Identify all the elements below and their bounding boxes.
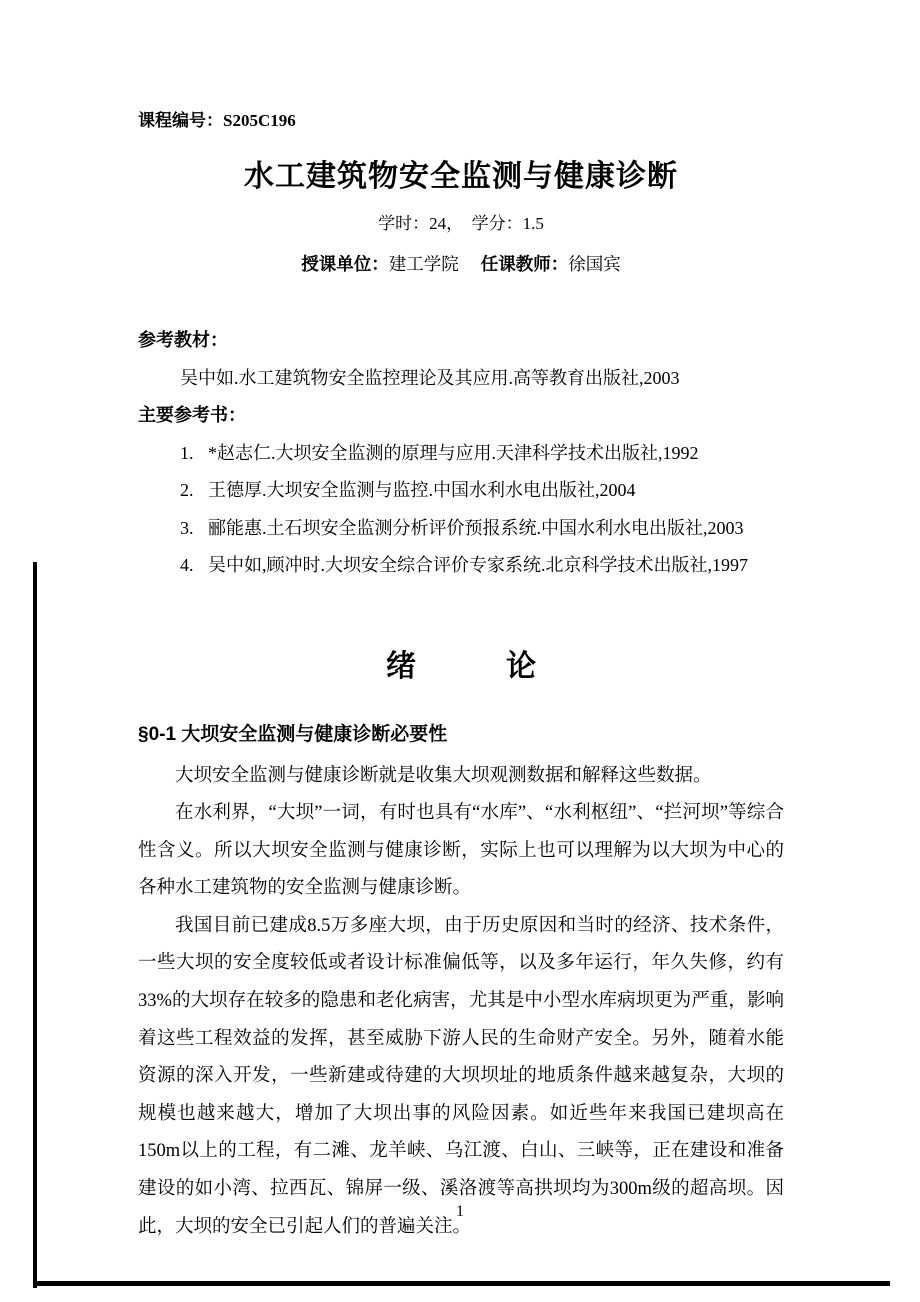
teacher-value: 徐国宾 (568, 254, 621, 274)
body-text (138, 758, 784, 1247)
list-item (138, 547, 784, 585)
textbook-heading: 参考教材： (138, 330, 228, 350)
unit-value: 建工学院 (388, 254, 459, 274)
list-item-number: 4. (180, 555, 194, 575)
list-item-text: 王德厚.大坝安全监测与监控.中国水利水电出版社,2004 (208, 480, 636, 500)
chapter-title: 绪 论 (386, 649, 536, 683)
section-heading: §0-1 大坝安全监测与健康诊断必要性 (138, 723, 448, 745)
list-item (138, 435, 784, 473)
reference-books-heading: 主要参考书： (138, 405, 246, 425)
list-item-text: 郦能惠.土石坝安全监测分析评价预报系统.中国水利水电出版社,2003 (208, 517, 744, 538)
teacher-label: 任课教师： (480, 254, 569, 274)
list-item-text: 吴中如,顾冲时.大坝安全综合评价专家系统.北京科学技术出版社,1997 (208, 555, 748, 575)
scan-border-bottom (33, 1281, 890, 1286)
teaching-info-line (138, 251, 784, 276)
list-item-text: *赵志仁.大坝安全监测的原理与应用.天津科学技术出版社,1992 (208, 442, 699, 463)
paragraph: 在水利界，“大坝”一词，有时也具有“水库”、“水利枢纽”、“拦河坝”等综合性含义。所以大坝安全监测与健康诊断，实际上也可以理解为以大坝为中心的各种水工建筑物的安全监测与健康诊断。 (138, 803, 784, 899)
scan-border-left (33, 562, 37, 1288)
page-title: 水工建筑物安全监测与健康诊断 (244, 160, 678, 193)
list-item (138, 510, 784, 548)
unit-label: 授课单位： (301, 254, 389, 274)
paragraph: 我国目前已建成8.5万多座大坝，由于历史原因和当时的经济、技术条件，一些大坝的安全度较低或者设计标准偏低等，以及多年运行，年久失修，约有33%的大坝存在较多的隐患和老化病害，尤其是中小型水库病坝更为严重，影响着这些工程效益的发挥，甚至威胁下游人民的生命财产安全。另外，随着水能资源的深入开发，一些新建或待建的大坝坝址的地质条件越来越复杂，大坝的规模也越来越大，增加了大坝出事的风险因素。如近些年来我国已建坝高在150m以上的工程，有二滩、龙羊峡、乌江渡、白山、三峡等，正在建设和准备建设的如小湾、拉西瓦、锦屏一级、溪洛渡等高拱坝均为300m级的超高坝。因此，大坝的安全已引起人们的普遍关注。 (138, 915, 784, 1237)
page-number: 1 (456, 1203, 464, 1220)
list-item-number: 2. (180, 480, 194, 500)
list-item (138, 472, 784, 510)
list-item-number: 1. (180, 442, 194, 463)
paragraph: 大坝安全监测与健康诊断就是收集大坝观测数据和解释这些数据。 (175, 765, 712, 786)
textbook-entry: 吴中如.水工建筑物安全监控理论及其应用.高等教育出版社,2003 (180, 367, 680, 388)
hours-credits-line: 学时：24， 学分：1.5 (378, 214, 544, 233)
references-section (138, 322, 784, 585)
page-content (138, 0, 784, 1246)
course-code: 课程编号：S205C196 (138, 111, 296, 130)
list-item-number: 3. (180, 517, 194, 538)
